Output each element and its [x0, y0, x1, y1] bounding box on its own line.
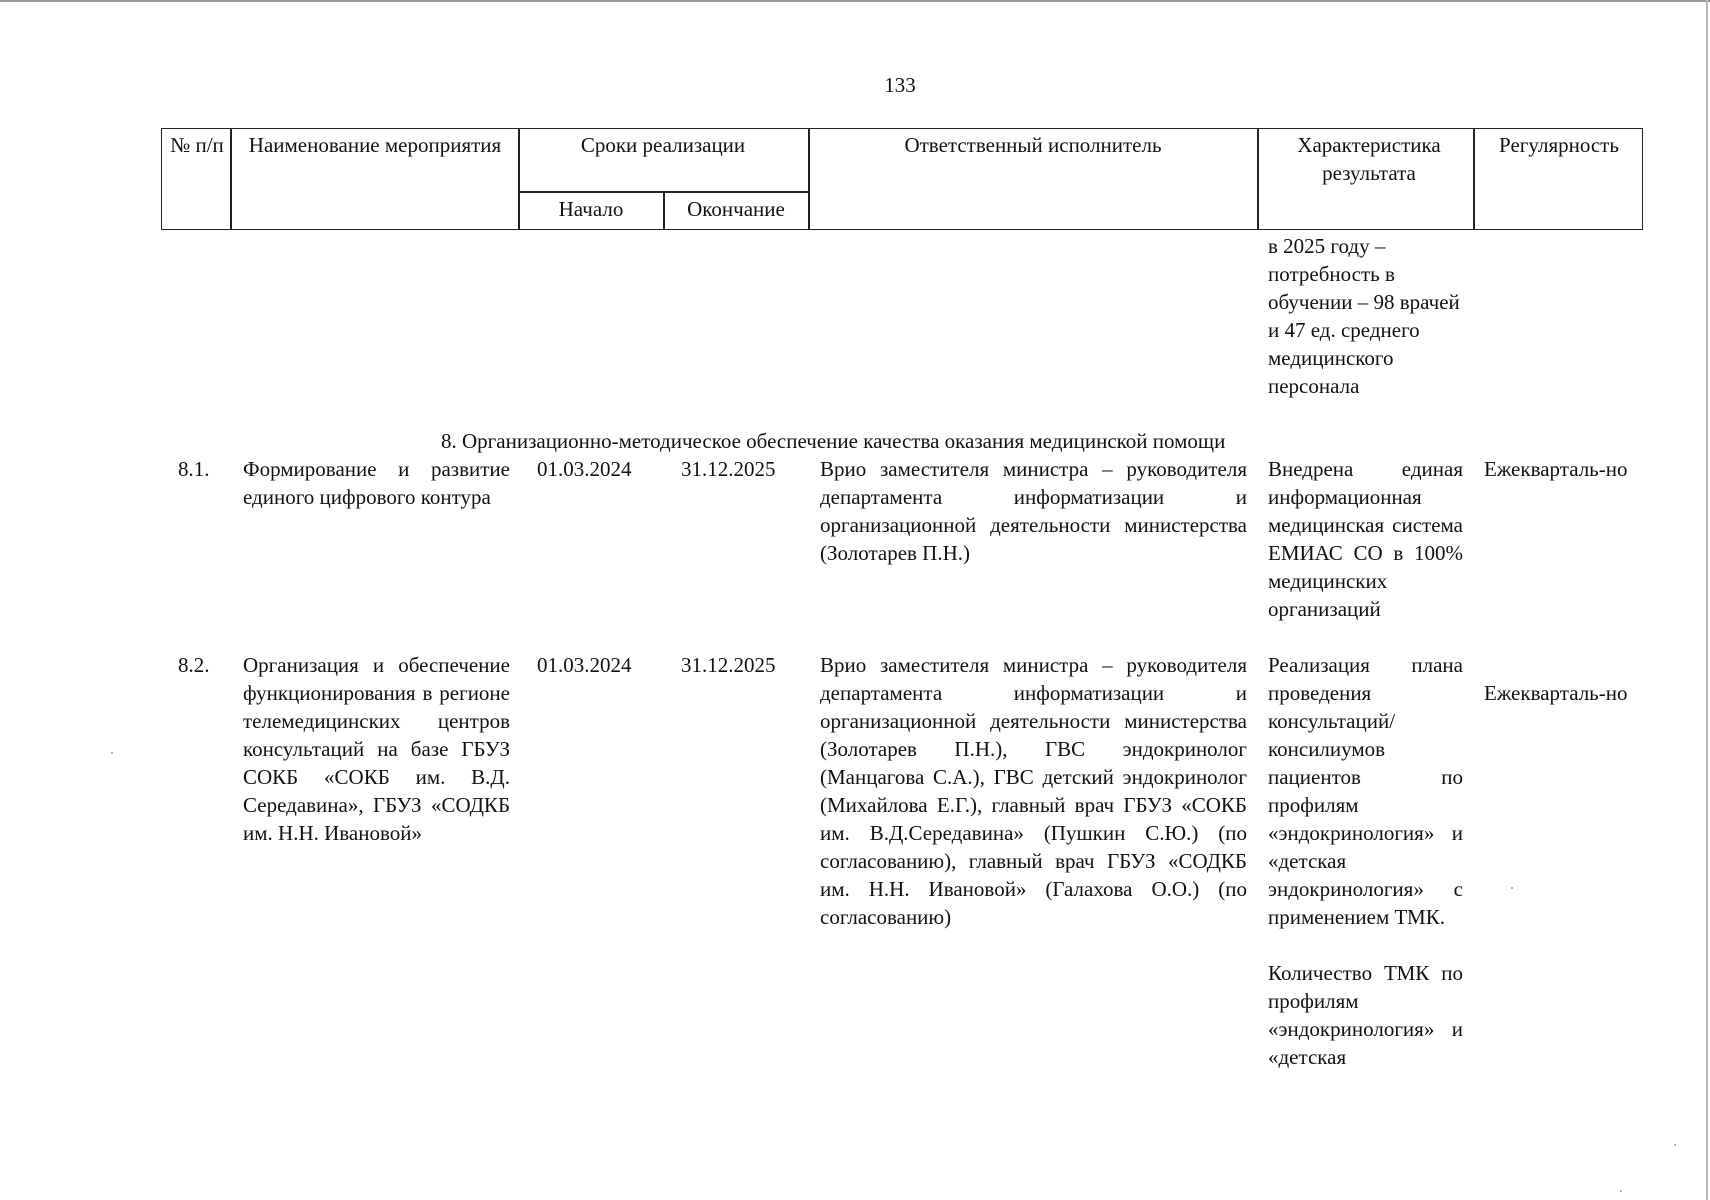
header-regularity: Регулярность — [1499, 133, 1619, 157]
scan-top-edge — [0, 0, 1710, 2]
header-result: Характеристика результата — [1297, 133, 1441, 185]
section-title: 8. Организационно-методическое обеспечение качества оказания медицинской помощи — [441, 429, 1226, 453]
row-8-2-start: 01.03.2024 — [537, 653, 632, 677]
scan-right-edge — [1706, 0, 1708, 1200]
row-8-2-result: Реализация плана проведения консультаций/ консилиумов пациентов по профилям «эндокринология» и «детская эндокринология» с применением ТМК. — [1268, 653, 1463, 929]
table-header — [161, 128, 1643, 230]
scan-speck — [1511, 887, 1513, 889]
header-terms: Сроки реализации — [580, 133, 746, 157]
row-8-1-result: Внедрена единая информационная медицинская система ЕМИАС СО в 100% медицинских организаций — [1268, 457, 1463, 621]
row-8-1-end: 31.12.2025 — [681, 457, 776, 481]
header-executor: Ответственный исполнитель — [904, 133, 1162, 157]
row-8-1-num: 8.1. — [178, 457, 210, 481]
header-num: № п/п — [170, 133, 224, 157]
row-8-2-result-count: Количество ТМК по профилям «эндокринология» и «детская — [1268, 961, 1463, 1069]
row-8-1-start: 01.03.2024 — [537, 457, 632, 481]
row-8-1-executor: Врио заместителя министра – руководителя департамента информатизации и организационной деятельности министерства (Золотарев П.Н.) — [820, 457, 1247, 565]
header-end: Окончание — [687, 197, 785, 221]
row-8-2-regularity: Ежекварталь-но — [1484, 681, 1628, 705]
row-8-2-name: Организация и обеспечение функционирования в регионе телемедицинских центров консультаций на базе ГБУЗ СОКБ «СОКБ им. В.Д. Середавина», ГБУЗ «СОДКБ им. Н.Н. Ивановой» — [243, 653, 510, 845]
scan-speck — [1620, 1190, 1622, 1192]
continuation-result: в 2025 году – потребность в обучении – 98 врачей и 47 ед. среднего медицинского персонала — [1268, 234, 1460, 398]
header-name: Наименование мероприятия — [248, 133, 502, 157]
header-start: Начало — [558, 197, 624, 221]
row-8-2-end: 31.12.2025 — [681, 653, 776, 677]
row-8-1-regularity: Ежекварталь-но — [1484, 457, 1628, 481]
row-8-2-executor: Врио заместителя министра – руководителя департамента информатизации и организационной деятельности министерства (Золотарев П.Н.), ГВС эндокринолог (Манцагова С.А.), ГВС детский эндокринолог (Михайлова Е.Г.), главный врач ГБУЗ «СОКБ им. В.Д.Середавина» (Пушкин С.Ю.) (по согласованию), главный врач ГБУЗ «СОДКБ им. Н.Н. Ивановой» (Галахова О.О.) (по согласованию) — [820, 653, 1247, 929]
scan-speck — [1674, 1144, 1676, 1146]
scan-speck — [111, 752, 113, 754]
row-8-1-name: Формирование и развитие единого цифрового контура — [243, 457, 510, 509]
page-number: 133 — [884, 73, 916, 97]
row-8-2-num: 8.2. — [178, 653, 210, 677]
